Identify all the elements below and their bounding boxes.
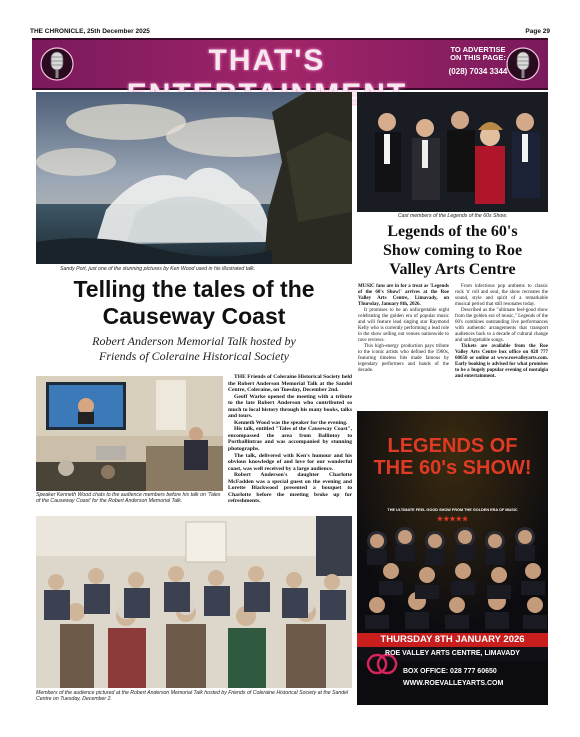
story1-subhead-line-2: Friends of Coleraine Historical Society	[99, 349, 289, 363]
story2-paragraph: This high-energy production pays tribute to the iconic artists who defined the 1960s, featuring timeless hits made famous by legendary performers and bands of the decade.	[358, 344, 449, 373]
page-header	[30, 28, 550, 38]
advertise-phone: (028) 7034 3344	[448, 67, 508, 76]
story1-paragraph: THE Friends of Coleraine Historical Society held the Robert Anderson Memorial Talk at the Sandel Centre, Coleraine, on Tuesday, December 2nd.	[228, 374, 352, 394]
advertise-line-2: ON THIS PAGE:	[450, 53, 506, 62]
advert-tagline: THE ULTIMATE FEEL GOOD SHOW FROM THE GOLDEN ERA OF MUSIC	[387, 508, 518, 512]
story1-paragraph: His talk, entitled "Tales of the Causeway Coast", encompassed the area from Ballintoy to Portballintrae and was accompanied by stunning photographs.	[228, 426, 352, 453]
advert-title-line-1: LEGENDS OF	[387, 435, 518, 457]
story1-body	[228, 374, 352, 505]
advert-title-line-2: THE 60's SHOW!	[373, 457, 532, 479]
story2-paragraph: Described as the "ultimate feel-good show from the golden era of music," Legends of the 60's combines outstanding live performances with authentic arrangements that transport audiences back to a decade of cultural change and unforgettable songs.	[455, 308, 548, 343]
story1-paragraph: The talk, delivered with Ken's humour and his obvious knowledge of and love for our wonderful coast, was well received by a large audience.	[228, 452, 352, 472]
story2-body-col-2	[455, 284, 548, 380]
paper-date: THE CHRONICLE, 25th December 2025	[30, 28, 150, 35]
story2-paragraph: From infectious pop anthems to classic rock 'n' roll and soul, the show recreates the sound, style and spirit of a remarkable musical period that still resonates today.	[455, 284, 548, 307]
banner-title: THAT'S	[208, 44, 326, 77]
story1-paragraph: Robert Anderson's daughter Charlotte McFadden was a special guest on the evening and Lorette Blackwood presented a bouquet to Charlotte before the meeting broke up for refreshments.	[228, 472, 352, 505]
audience-photo-caption: Members of the audience pictured at the Robert Anderson Memorial Talk hosted by Friends of Coleraine Historical Society at the Sandel Centre on Tuesday, December 2.	[36, 690, 349, 703]
audience-photo	[36, 516, 352, 688]
advert-venue: ROE VALLEY ARTS CENTRE, LIMAVADY	[385, 650, 520, 657]
microphone-icon	[506, 44, 540, 84]
story1-paragraph: Geoff Warke opened the meeting with a tribute to the late Robert Anderson who contributed so much to local history through his many books, talks and tours.	[228, 393, 352, 420]
coast-photo	[36, 92, 352, 264]
advert-box-office: BOX OFFICE: 028 777 60650	[403, 668, 497, 675]
story2-headline-line-2: Show coming to Roe	[382, 242, 523, 259]
coast-photo-caption: Sandy Port, just one of the stunning pictures by Ken Wood used in his illustrated talk.	[60, 266, 256, 272]
story2-paragraph: MUSIC fans are in for a treat as 'Legends of the 60's Show!' arrives at the Roe Valley Arts Centre, Limavady, on Thursday, January 8th, 2026.	[358, 284, 449, 307]
story2-paragraph: It promises to be an unforgettable night celebrating the golden era of popular music and will feature lead singing star Raymond Kelly who is currently performing a lead role in the show selling out venues nationwide to rave reviews.	[358, 308, 449, 343]
page-number: Page 29	[525, 28, 550, 35]
story1-headline-line-1: Telling the tales of the	[73, 276, 315, 302]
microphone-icon	[40, 44, 74, 84]
story2-body-col-1	[358, 284, 449, 374]
speaker-photo	[36, 376, 223, 491]
story2-headline-line-1: Legends of the 60's	[387, 223, 518, 240]
cast-photo	[357, 92, 548, 212]
advert-date: THURSDAY 8TH JANUARY 2026	[380, 634, 525, 645]
story1-subhead-line-1: Robert Anderson Memorial Talk hosted by	[92, 334, 296, 348]
cast-photo-caption: Cast members of the Legends of the 60s Show.	[397, 213, 508, 219]
advert-stars: ★★★★★	[436, 516, 469, 523]
legends-advert	[357, 411, 548, 705]
advertise-notice	[446, 46, 510, 76]
story2-paragraph: Tickets are available from the Roe Valley Arts Centre box office on 028 777 60650 or online at www.roevalleyarts.com. Early booking is advised for what promises to be a hugely popular evening of nostalgia and entertainment.	[455, 344, 548, 379]
speaker-photo-caption: Speaker Kenneth Wood chats to the audience members before his talk on 'Tales of the Causeway Coast' for the Robert Anderson Memorial Talk.	[36, 492, 221, 505]
story2-headline-line-3: Valley Arts Centre	[389, 261, 516, 278]
story1-headline-line-2: Causeway Coast	[102, 303, 286, 329]
advertise-line-1: TO ADVERTISE	[450, 45, 506, 54]
section-banner	[32, 38, 548, 90]
story1-paragraph: Kenneth Wood was the speaker for the evening.	[234, 419, 348, 426]
advert-website: WWW.ROEVALLEYARTS.COM	[403, 680, 504, 687]
